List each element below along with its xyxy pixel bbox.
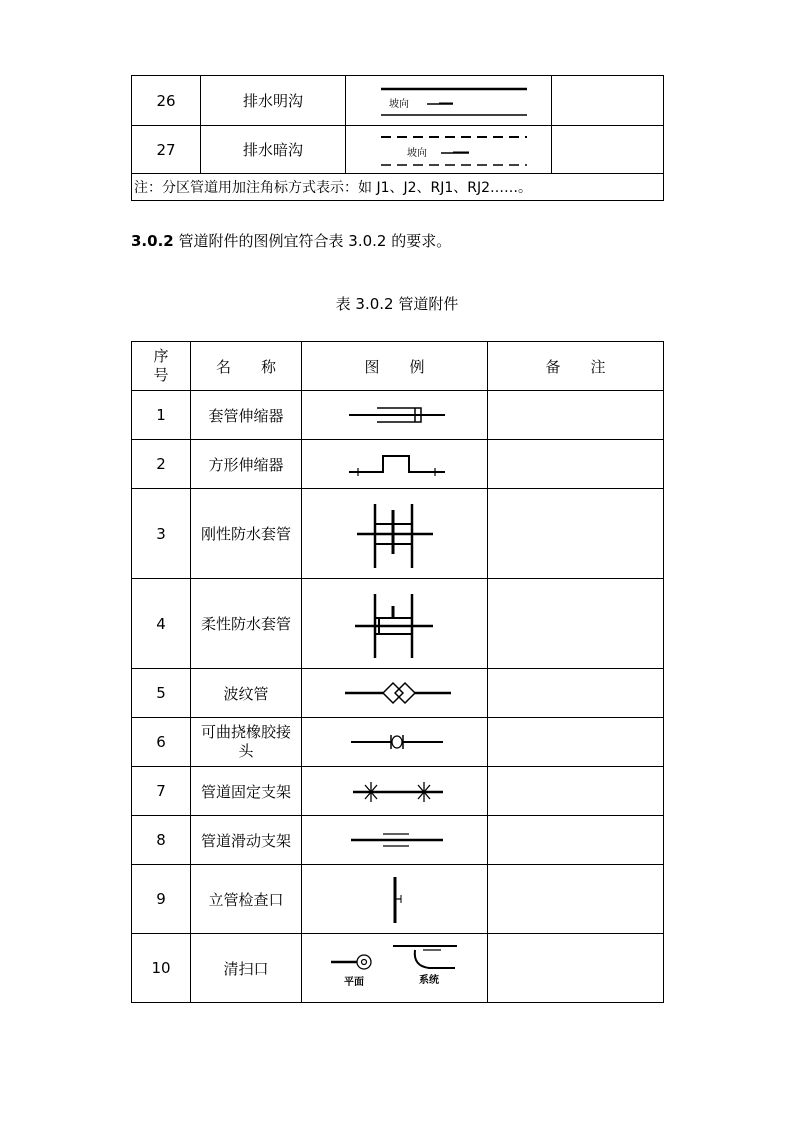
slope-label: 坡向 bbox=[406, 147, 427, 159]
note-cell bbox=[488, 865, 664, 934]
symbol-cell bbox=[302, 767, 488, 816]
symbol-cell bbox=[302, 391, 488, 440]
item-name: 套管伸缩器 bbox=[191, 391, 302, 440]
item-name: 方形伸缩器 bbox=[191, 440, 302, 489]
row-number: 6 bbox=[132, 718, 191, 767]
symbol-cell bbox=[302, 718, 488, 767]
table-row bbox=[132, 669, 664, 718]
row-number: 7 bbox=[132, 767, 191, 816]
row-number: 10 bbox=[132, 934, 191, 1003]
header-note: 备 注 bbox=[488, 342, 664, 391]
table-row bbox=[132, 816, 664, 865]
item-name: 管道固定支架 bbox=[191, 767, 302, 816]
item-name: 刚性防水套管 bbox=[191, 489, 302, 579]
table-row bbox=[132, 767, 664, 816]
flexible-waterproof-sleeve-symbol bbox=[305, 582, 485, 666]
sliding-pipe-support-symbol bbox=[305, 820, 485, 860]
symbol-cell bbox=[302, 934, 488, 1003]
symbol-cell bbox=[302, 440, 488, 489]
table-row bbox=[132, 440, 664, 489]
note-cell bbox=[488, 816, 664, 865]
symbol-cell bbox=[346, 76, 552, 126]
note-cell bbox=[488, 669, 664, 718]
section-number: 3.0.2 bbox=[131, 232, 174, 250]
note-cell bbox=[488, 767, 664, 816]
table-row bbox=[132, 76, 664, 126]
note-cell bbox=[488, 934, 664, 1003]
note-cell bbox=[488, 440, 664, 489]
item-name: 波纹管 bbox=[191, 669, 302, 718]
rigid-waterproof-sleeve-symbol bbox=[305, 492, 485, 576]
item-name: 立管检查口 bbox=[191, 865, 302, 934]
item-name: 管道滑动支架 bbox=[191, 816, 302, 865]
open-drain-ditch-symbol bbox=[349, 79, 549, 123]
header-number: 序号 bbox=[132, 342, 191, 391]
symbol-cell bbox=[302, 816, 488, 865]
symbol-cell bbox=[302, 865, 488, 934]
row-number: 9 bbox=[132, 865, 191, 934]
section-text: 管道附件的图例宜符合表 3.0.2 的要求。 bbox=[178, 232, 452, 250]
row-number: 5 bbox=[132, 669, 191, 718]
row-number: 4 bbox=[132, 579, 191, 669]
table-row bbox=[132, 126, 664, 174]
square-expansion-joint-symbol bbox=[305, 444, 485, 484]
header-name: 名 称 bbox=[191, 342, 302, 391]
row-number: 27 bbox=[132, 126, 201, 174]
table-row bbox=[132, 934, 664, 1003]
table-header-row bbox=[132, 342, 664, 391]
table-footnote: 注：分区管道用加注角标方式表示：如 J1、J2、RJ1、RJ2……。 bbox=[132, 174, 664, 201]
drainage-table-continued bbox=[131, 75, 664, 201]
row-number: 3 bbox=[132, 489, 191, 579]
symbol-cell bbox=[302, 579, 488, 669]
table-row bbox=[132, 579, 664, 669]
note-cell bbox=[488, 718, 664, 767]
slope-label: 坡向 bbox=[388, 98, 409, 110]
note-cell bbox=[552, 126, 664, 174]
header-symbol: 图 例 bbox=[302, 342, 488, 391]
item-name: 可曲挠橡胶接头 bbox=[191, 718, 302, 767]
item-name: 排水明沟 bbox=[201, 76, 346, 126]
row-number: 1 bbox=[132, 391, 191, 440]
note-cell bbox=[552, 76, 664, 126]
riser-inspection-port-symbol bbox=[305, 869, 485, 929]
note-cell bbox=[488, 489, 664, 579]
symbol-cell bbox=[346, 126, 552, 174]
table-row bbox=[132, 489, 664, 579]
row-number: 26 bbox=[132, 76, 201, 126]
symbol-cell bbox=[302, 489, 488, 579]
table-row bbox=[132, 391, 664, 440]
system-view-label: 系统 bbox=[418, 975, 439, 986]
covered-drain-ditch-symbol bbox=[349, 129, 549, 171]
sleeve-expansion-joint-symbol bbox=[305, 395, 485, 435]
table-row bbox=[132, 718, 664, 767]
item-name: 排水暗沟 bbox=[201, 126, 346, 174]
pipe-accessories-table bbox=[131, 341, 664, 1003]
table-row bbox=[132, 174, 664, 201]
cleanout-symbol bbox=[305, 936, 485, 1000]
table-caption: 表 3.0.2 管道附件 bbox=[335, 295, 459, 313]
note-cell bbox=[488, 579, 664, 669]
plan-view-label: 平面 bbox=[343, 977, 364, 988]
section-paragraph bbox=[131, 230, 451, 251]
flexible-rubber-joint-symbol bbox=[305, 722, 485, 762]
bellows-symbol bbox=[305, 673, 485, 713]
row-number: 8 bbox=[132, 816, 191, 865]
item-name: 清扫口 bbox=[191, 934, 302, 1003]
item-name: 柔性防水套管 bbox=[191, 579, 302, 669]
symbol-cell bbox=[302, 669, 488, 718]
fixed-pipe-support-symbol bbox=[305, 771, 485, 811]
table-row bbox=[132, 865, 664, 934]
row-number: 2 bbox=[132, 440, 191, 489]
note-cell bbox=[488, 391, 664, 440]
